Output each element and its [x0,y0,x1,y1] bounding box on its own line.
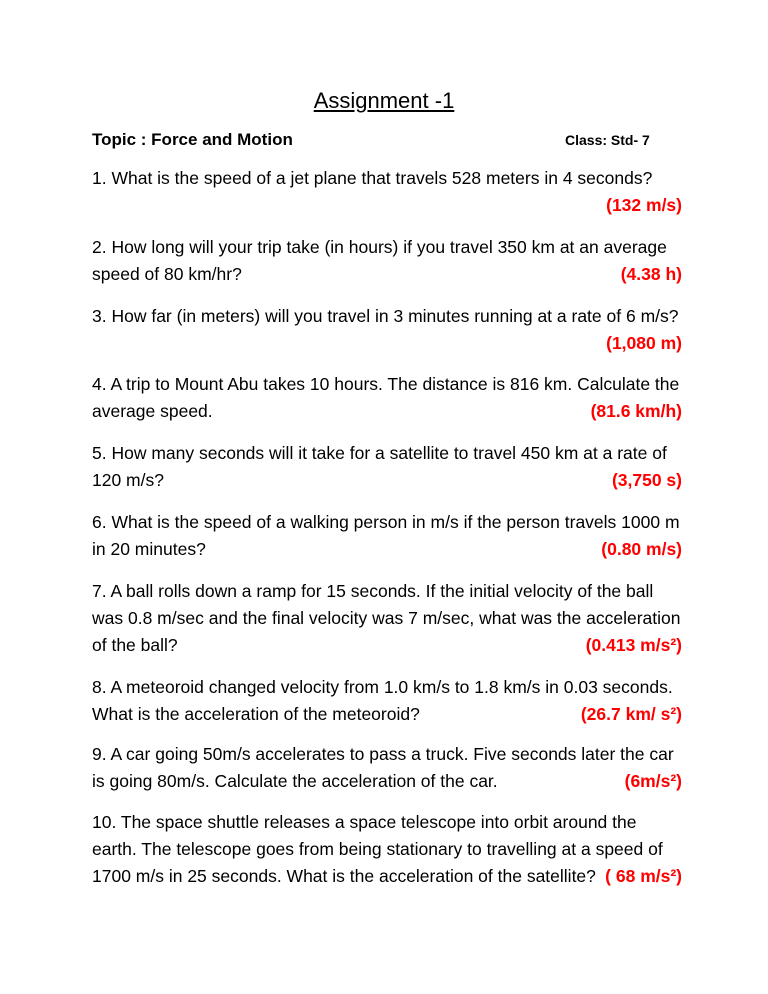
question-9 [92,741,682,795]
question-2 [92,234,682,288]
question-text: 5. How many seconds will it take for a satellite to travel 450 km at a rate of 120 m/s? [92,443,667,490]
answer: (81.6 km/h) [590,401,682,421]
assignment-title: Assignment -1 [313,88,455,113]
question-text: 4. A trip to Mount Abu takes 10 hours. The distance is 816 km. Calculate the average speed. [92,374,680,421]
answer: (0.413 m/s²) [585,635,682,655]
answer: ( 68 m/s²) [605,866,682,886]
question-8 [92,674,682,728]
answer: (4.38 h) [620,264,682,284]
answer: (1,080 m) [606,333,682,353]
answer: (26.7 km/ s²) [580,704,682,724]
question-6 [92,509,682,563]
answer: (0.80 m/s) [601,539,682,559]
answer: (132 m/s) [606,195,682,215]
question-text: 1. What is the speed of a jet plane that travels 528 meters in 4 seconds? [92,168,653,188]
question-5 [92,440,682,494]
question-text: 8. A meteoroid changed velocity from 1.0 km/s to 1.8 km/s in 0.03 seconds. What is the acceleration of the meteoroid? [92,677,673,724]
question-1 [92,165,682,219]
question-3 [92,303,682,357]
question-text: 3. How far (in meters) will you travel in 3 minutes running at a rate of 6 m/s? [92,306,679,326]
question-text: 9. A car going 50m/s accelerates to pass a truck. Five seconds later the car is going 80m/s. Calculate the acceleration of the car. [92,744,674,791]
topic-label: Topic : Force and Motion [92,130,293,149]
question-text: 10. The space shuttle releases a space telescope into orbit around the earth. The telescope goes from being stationary to travelling at a speed of 1700 m/s in 25 seconds. What is the acceleration of the satellite? [92,812,663,886]
question-text: 2. How long will your trip take (in hours) if you travel 350 km at an average speed of 80 km/hr? [92,237,667,284]
class-label: Class: Std- 7 [565,132,650,148]
question-7 [92,578,682,659]
question-10 [92,809,682,890]
question-text: 6. What is the speed of a walking person in m/s if the person travels 1000 m in 20 minutes? [92,512,680,559]
answer: (6m/s²) [624,771,682,791]
question-text: 7. A ball rolls down a ramp for 15 seconds. If the initial velocity of the ball was 0.8 m/sec and the final velocity was 7 m/sec, what was the acceleration of the ball? [92,581,681,655]
answer: (3,750 s) [611,470,682,490]
question-4 [92,371,682,425]
